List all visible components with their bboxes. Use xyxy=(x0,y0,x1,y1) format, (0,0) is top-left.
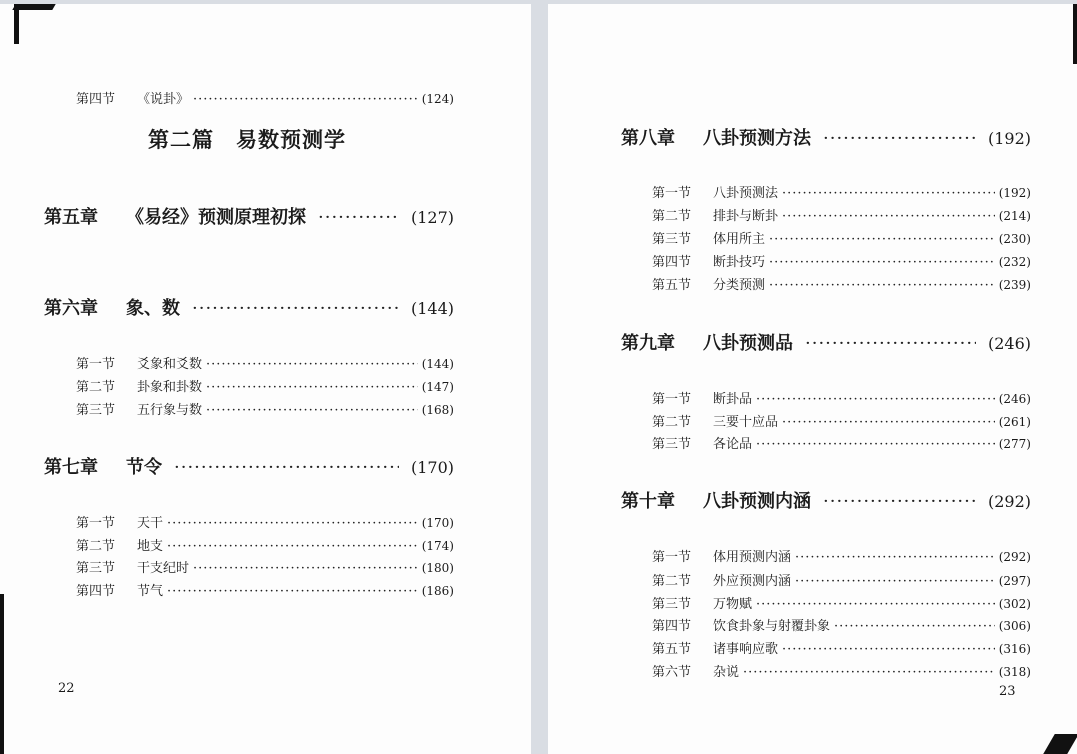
entry-page: (302) xyxy=(998,597,1031,611)
entry-title: 饮食卦象与射覆卦象 xyxy=(713,619,831,634)
entry-page: (124) xyxy=(421,92,454,106)
entry-page: (232) xyxy=(998,255,1031,269)
leader-dots xyxy=(206,403,418,418)
entry-page: (297) xyxy=(998,574,1031,588)
leader-dots xyxy=(756,392,995,407)
entry-label: 第一节 xyxy=(76,357,116,372)
entry-label: 第四节 xyxy=(652,255,692,270)
entry-title: 断卦技巧 xyxy=(713,255,766,270)
entry-title: 八卦预测法 xyxy=(713,186,779,201)
toc-entry[interactable] xyxy=(652,570,1031,589)
entry-title: 体用所主 xyxy=(713,232,766,247)
chapter-heading[interactable] xyxy=(621,124,1031,150)
entry-page: (147) xyxy=(421,380,454,394)
chapter-title: 象、数 xyxy=(126,298,180,319)
chapter-heading[interactable] xyxy=(44,203,454,229)
chapter-page: (292) xyxy=(987,492,1031,511)
entry-title: 爻象和爻数 xyxy=(137,357,203,372)
leader-dots xyxy=(805,333,976,354)
toc-entry[interactable] xyxy=(652,228,1031,247)
chapter-label: 第十章 xyxy=(621,491,675,512)
leader-dots xyxy=(823,128,976,149)
entry-label: 第一节 xyxy=(76,516,116,531)
entry-page: (239) xyxy=(998,278,1031,292)
entry-label: 第一节 xyxy=(652,186,692,201)
entry-label: 第二节 xyxy=(652,574,692,589)
entry-label: 第三节 xyxy=(652,232,692,247)
chapter-heading[interactable] xyxy=(44,453,454,479)
chapter-title: 《易经》预测原理初探 xyxy=(126,207,306,228)
entry-page: (316) xyxy=(998,642,1031,656)
entry-title: 卦象和卦数 xyxy=(137,380,203,395)
leader-dots xyxy=(782,209,995,224)
toc-entry[interactable] xyxy=(76,88,454,107)
leader-dots xyxy=(769,255,995,270)
entry-label: 第四节 xyxy=(76,92,116,107)
chapter-page: (144) xyxy=(410,299,454,318)
entry-page: (168) xyxy=(421,403,454,417)
leader-dots xyxy=(167,584,418,599)
entry-page: (246) xyxy=(998,392,1031,406)
entry-page: (230) xyxy=(998,232,1031,246)
chapter-heading[interactable] xyxy=(621,487,1031,513)
right-page xyxy=(548,4,1077,754)
leader-dots xyxy=(206,380,418,395)
left-page xyxy=(0,4,531,754)
leader-dots xyxy=(823,491,976,512)
toc-entry[interactable] xyxy=(652,433,1031,452)
leader-dots xyxy=(834,619,995,634)
chapter-label: 第六章 xyxy=(44,298,98,319)
toc-entry[interactable] xyxy=(652,593,1031,612)
entry-label: 第三节 xyxy=(652,437,692,452)
leader-dots xyxy=(167,516,418,531)
chapter-heading[interactable] xyxy=(44,294,454,320)
chapter-label: 第九章 xyxy=(621,333,675,354)
toc-entry[interactable] xyxy=(76,353,454,372)
entry-label: 第二节 xyxy=(652,209,692,224)
entry-page: (180) xyxy=(421,561,454,575)
entry-label: 第一节 xyxy=(652,550,692,565)
toc-entry[interactable] xyxy=(652,615,1031,634)
leader-dots xyxy=(193,92,418,107)
chapter-title: 八卦预测品 xyxy=(703,333,793,354)
leader-dots xyxy=(206,357,418,372)
leader-dots xyxy=(318,207,399,228)
entry-title: 地支 xyxy=(137,539,164,554)
entry-title: 排卦与断卦 xyxy=(713,209,779,224)
chapter-label: 第七章 xyxy=(44,457,98,478)
chapter-title: 八卦预测内涵 xyxy=(703,491,811,512)
leader-dots xyxy=(192,298,399,319)
leader-dots xyxy=(756,597,995,612)
entry-title: 各论品 xyxy=(713,437,753,452)
chapter-title: 节令 xyxy=(126,457,162,478)
entry-page: (292) xyxy=(998,550,1031,564)
leader-dots xyxy=(167,539,418,554)
scan-edge-mark xyxy=(1043,734,1077,754)
part-title: 第二篇 易数预测学 xyxy=(148,127,346,152)
chapter-page: (192) xyxy=(987,129,1031,148)
toc-entry[interactable] xyxy=(652,638,1031,657)
toc-entry[interactable] xyxy=(76,399,454,418)
entry-title: 万物赋 xyxy=(713,597,753,612)
entry-page: (186) xyxy=(421,584,454,598)
toc-entry[interactable] xyxy=(76,580,454,599)
toc-entry[interactable] xyxy=(76,512,454,531)
entry-label: 第三节 xyxy=(76,403,116,418)
leader-dots xyxy=(174,457,399,478)
page-number: 23 xyxy=(999,684,1016,699)
toc-entry[interactable] xyxy=(652,205,1031,224)
entry-title: 外应预测内涵 xyxy=(713,574,792,589)
leader-dots xyxy=(743,665,995,680)
scan-edge-mark xyxy=(1073,4,1077,64)
entry-label: 第五节 xyxy=(652,642,692,657)
entry-page: (261) xyxy=(998,415,1031,429)
entry-label: 第二节 xyxy=(76,539,116,554)
entry-title: 《说卦》 xyxy=(137,92,190,107)
entry-title: 五行象与数 xyxy=(137,403,203,418)
chapter-label: 第八章 xyxy=(621,128,675,149)
chapter-page: (246) xyxy=(987,334,1031,353)
entry-title: 分类预测 xyxy=(713,278,766,293)
entry-page: (306) xyxy=(998,619,1031,633)
entry-label: 第二节 xyxy=(652,415,692,430)
toc-entry[interactable] xyxy=(652,182,1031,201)
entry-page: (192) xyxy=(998,186,1031,200)
chapter-page: (170) xyxy=(410,458,454,477)
entry-label: 第二节 xyxy=(76,380,116,395)
toc-entry[interactable] xyxy=(76,557,454,576)
entry-page: (174) xyxy=(421,539,454,553)
entry-title: 体用预测内涵 xyxy=(713,550,792,565)
leader-dots xyxy=(795,574,995,589)
toc-entry[interactable] xyxy=(76,535,454,554)
scan-edge-mark xyxy=(14,4,19,44)
toc-entry[interactable] xyxy=(652,411,1031,430)
entry-label: 第三节 xyxy=(652,597,692,612)
page-number: 22 xyxy=(58,681,75,696)
leader-dots xyxy=(756,437,995,452)
toc-entry[interactable] xyxy=(76,376,454,395)
leader-dots xyxy=(782,186,995,201)
entry-page: (318) xyxy=(998,665,1031,679)
entry-page: (170) xyxy=(421,516,454,530)
chapter-title: 八卦预测方法 xyxy=(703,128,811,149)
entry-title: 干支纪时 xyxy=(137,561,190,576)
entry-title: 诸事响应歌 xyxy=(713,642,779,657)
toc-entry[interactable] xyxy=(652,251,1031,270)
entry-page: (214) xyxy=(998,209,1031,223)
leader-dots xyxy=(193,561,418,576)
toc-entry[interactable] xyxy=(652,661,1031,680)
leader-dots xyxy=(769,278,995,293)
entry-page: (277) xyxy=(998,437,1031,451)
toc-entry[interactable] xyxy=(652,546,1031,565)
scan-edge-mark xyxy=(0,594,4,754)
entry-label: 第一节 xyxy=(652,392,692,407)
chapter-label: 第五章 xyxy=(44,207,98,228)
leader-dots xyxy=(782,415,995,430)
entry-label: 第五节 xyxy=(652,278,692,293)
entry-label: 第四节 xyxy=(76,584,116,599)
leader-dots xyxy=(769,232,995,247)
entry-title: 断卦品 xyxy=(713,392,753,407)
leader-dots xyxy=(795,550,995,565)
entry-label: 第四节 xyxy=(652,619,692,634)
entry-title: 杂说 xyxy=(713,665,740,680)
entry-label: 第三节 xyxy=(76,561,116,576)
entry-title: 节气 xyxy=(137,584,164,599)
chapter-heading[interactable] xyxy=(621,329,1031,355)
toc-entry[interactable] xyxy=(652,274,1031,293)
entry-title: 三要十应品 xyxy=(713,415,779,430)
entry-title: 天干 xyxy=(137,516,164,531)
chapter-page: (127) xyxy=(410,208,454,227)
entry-page: (144) xyxy=(421,357,454,371)
toc-entry[interactable] xyxy=(652,388,1031,407)
leader-dots xyxy=(782,642,995,657)
entry-label: 第六节 xyxy=(652,665,692,680)
